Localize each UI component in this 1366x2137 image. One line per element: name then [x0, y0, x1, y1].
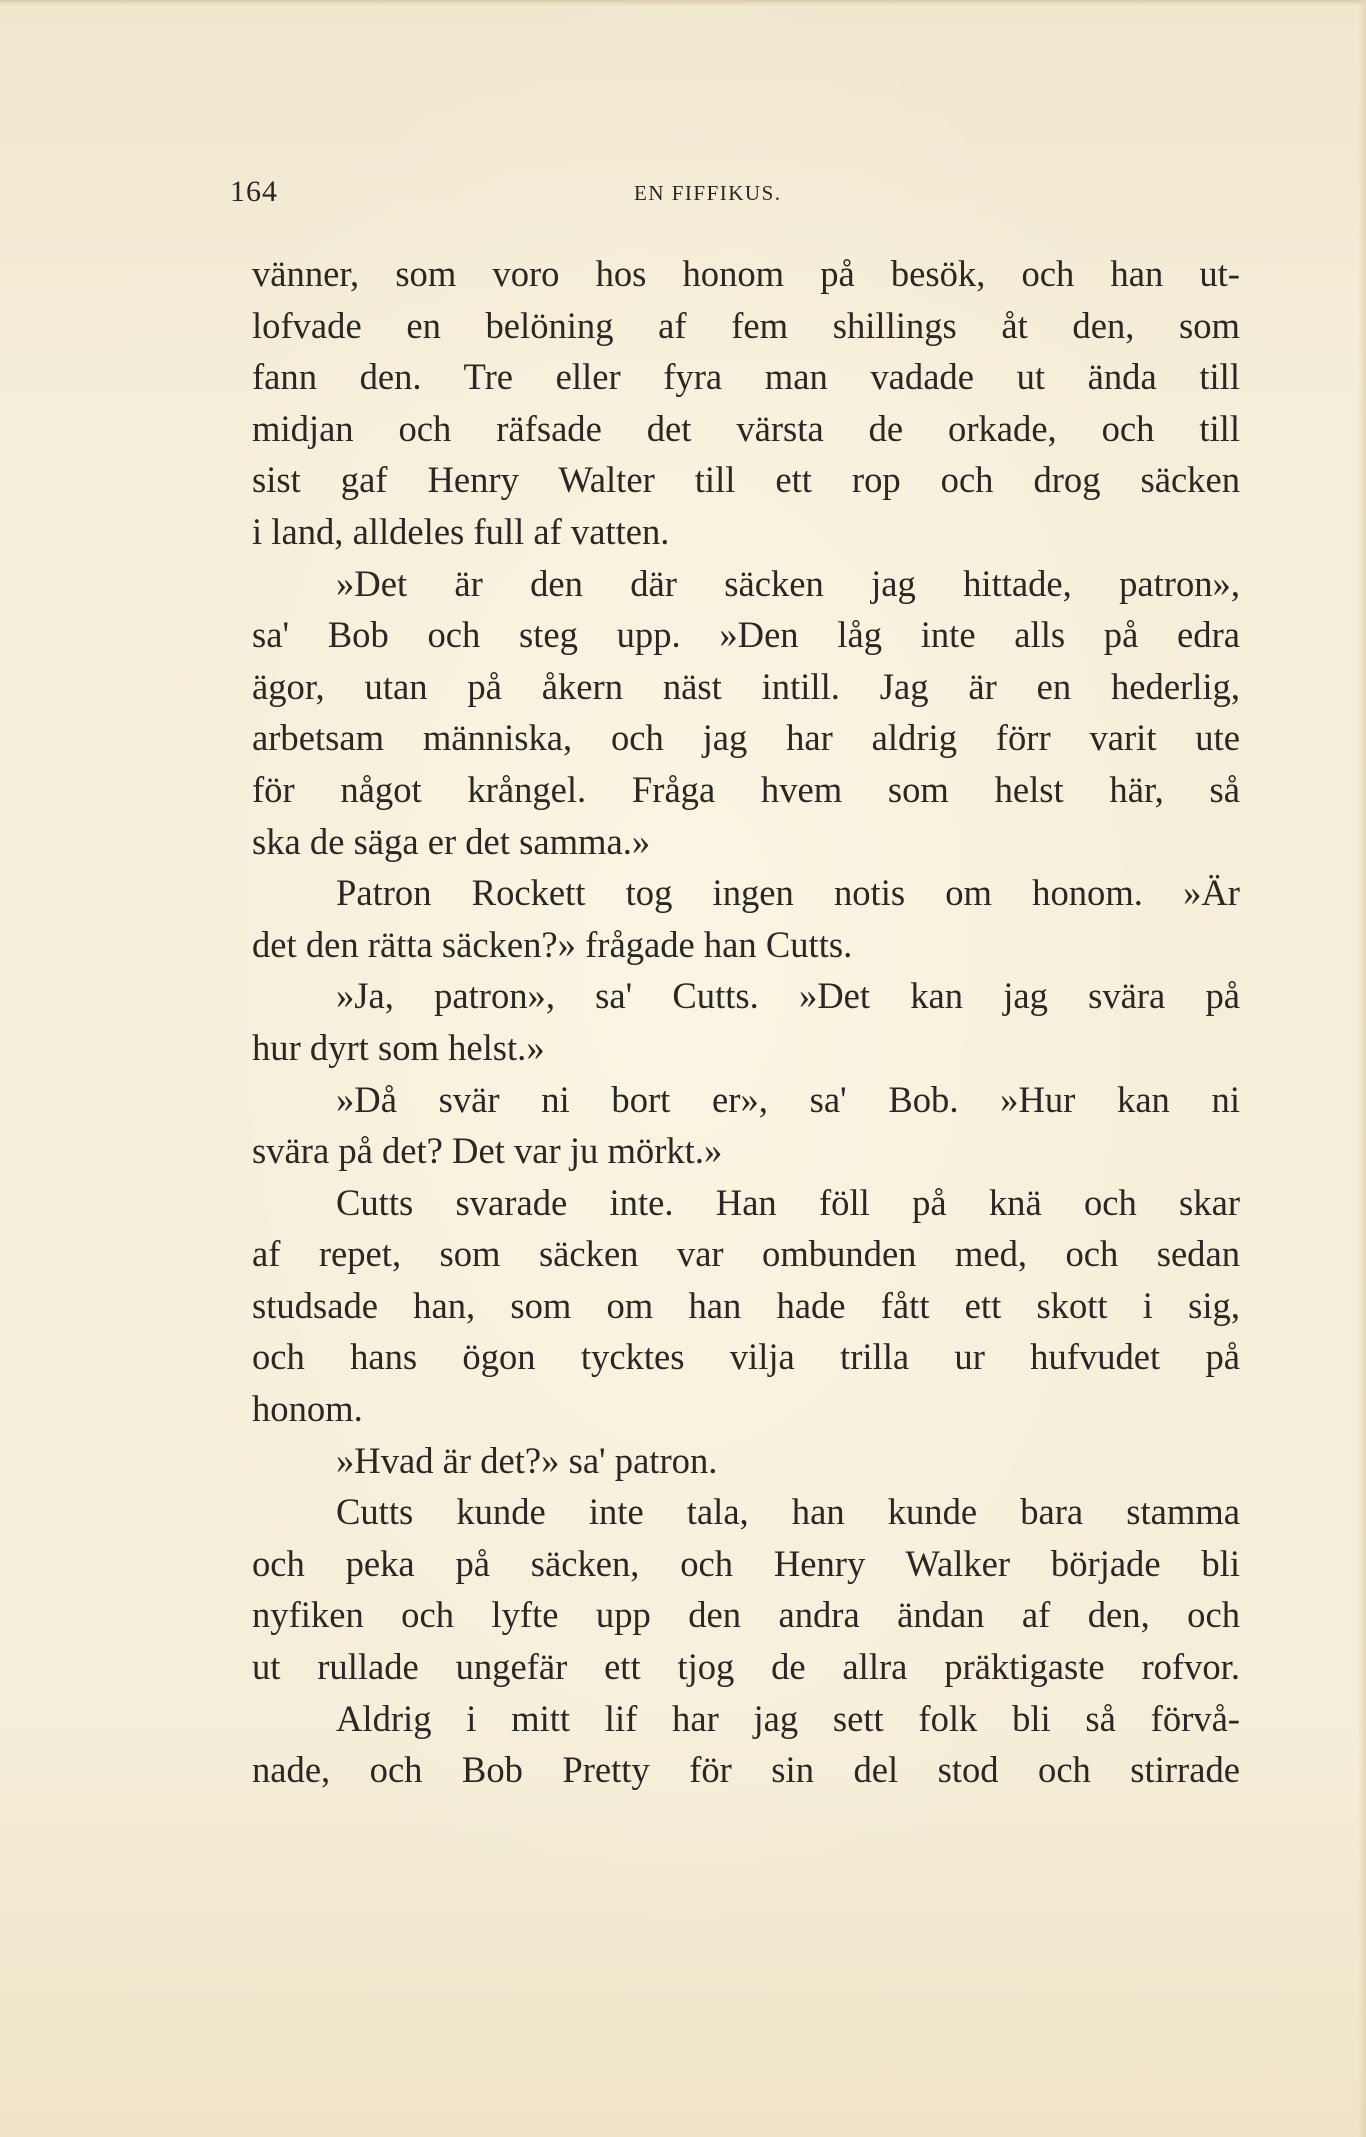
page-right-edge	[1358, 0, 1366, 2137]
text-line: svära på det? Det var ju mörkt.»	[252, 1130, 723, 1172]
text-line: ägor, utan på åkern näst intill. Jag är en hederlig,	[252, 665, 1240, 707]
text-line: Patron Rockett tog ingen notis om honom. »Är	[336, 872, 1240, 914]
text-line: arbetsam människa, och jag har aldrig förr varit ute	[252, 717, 1240, 759]
text-line: sist gaf Henry Walter till ett rop och drog säcken	[252, 459, 1240, 501]
text-line: hur dyrt som helst.»	[252, 1026, 545, 1068]
text-line: lofvade en belöning af fem shillings åt den, som	[252, 304, 1240, 346]
text-line: honom.	[252, 1388, 363, 1430]
text-line: Aldrig i mitt lif har jag sett folk bli så förvå-	[336, 1697, 1240, 1739]
text-line: Cutts kunde inte tala, han kunde bara stamma	[336, 1491, 1240, 1533]
text-line: »Ja, patron», sa' Cutts. »Det kan jag svära på	[336, 975, 1240, 1017]
text-line: fann den. Tre eller fyra man vadade ut ända till	[252, 356, 1240, 398]
text-line: för något krångel. Fråga hvem som helst här, så	[252, 768, 1240, 810]
text-line: nyfiken och lyfte upp den andra ändan af den, och	[252, 1594, 1240, 1636]
text-line: vänner, som voro hos honom på besök, och han ut-	[252, 253, 1240, 294]
text-line: af repet, som säcken var ombunden med, och sedan	[252, 1233, 1240, 1275]
body-text	[252, 248, 1240, 1796]
text-line: Cutts svarade inte. Han föll på knä och skar	[336, 1181, 1240, 1223]
text-line: och hans ögon tycktes vilja trilla ur hufvudet på	[252, 1336, 1240, 1378]
text-line: ska de säga er det samma.»	[252, 820, 651, 862]
page-top-edge	[0, 0, 1366, 6]
text-line: »Hvad är det?» sa' patron.	[336, 1439, 718, 1481]
text-line: »Det är den där säcken jag hittade, patron»,	[336, 562, 1240, 604]
page-number: 164	[230, 175, 278, 208]
text-line: ut rullade ungefär ett tjog de allra präktigaste rofvor.	[252, 1646, 1240, 1688]
text-line: sa' Bob och steg upp. »Den låg inte alls på edra	[252, 614, 1240, 656]
text-line: nade, och Bob Pretty för sin del stod och stirrade	[252, 1749, 1240, 1791]
text-line: i land, alldeles full af vatten.	[252, 510, 670, 552]
text-line: »Då svär ni bort er», sa' Bob. »Hur kan ni	[336, 1078, 1240, 1120]
text-line: det den rätta säcken?» frågade han Cutts.	[252, 923, 853, 965]
running-head: EN FIFFIKUS.	[634, 181, 782, 205]
text-line: studsade han, som om han hade fått ett skott i sig,	[252, 1284, 1240, 1326]
text-line: och peka på säcken, och Henry Walker började bli	[252, 1542, 1240, 1584]
page-header	[230, 175, 870, 215]
text-line: midjan och räfsade det värsta de orkade, och till	[252, 407, 1240, 449]
